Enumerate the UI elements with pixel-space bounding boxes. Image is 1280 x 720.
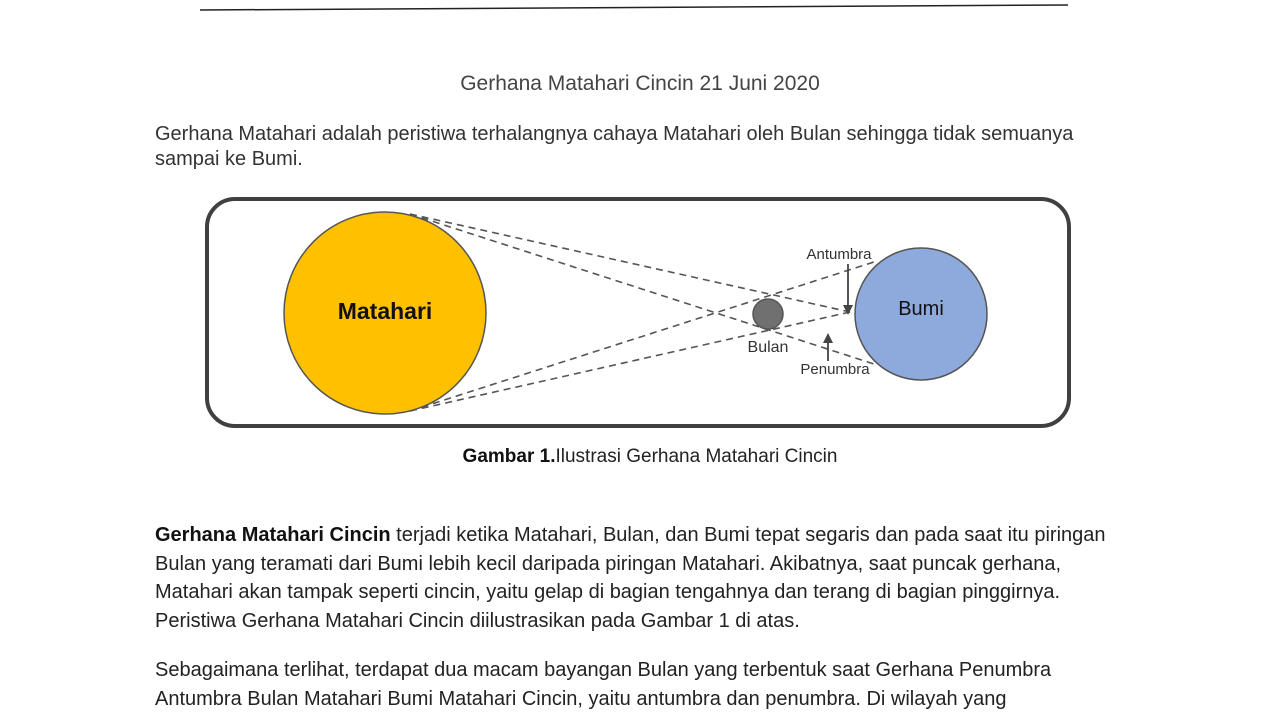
caption-text: Ilustrasi Gerhana Matahari Cincin [555, 446, 838, 467]
paragraph-1 [155, 521, 1130, 635]
figure-caption [0, 446, 1280, 468]
intro-paragraph: Gerhana Matahari adalah peristiwa terhalangnya cahaya Matahari oleh Bulan sehingga tidak semuanya sampai ke Bumi. [155, 123, 1074, 170]
antumbra-label: Antumbra [806, 246, 872, 263]
moon-label: Bulan [747, 339, 789, 356]
earth-label: Bumi [898, 298, 944, 320]
top-divider [200, 4, 1068, 12]
penumbra-label: Penumbra [800, 361, 870, 378]
paragraph-1-term: Gerhana Matahari Cincin [155, 524, 391, 546]
paragraph-2: Sebagaimana terlihat, terdapat dua macam bayangan Bulan yang terbentuk saat Gerhana Penumbra Antumbra Bulan Matahari Bumi Matahari Cincin, yaitu antumbra dan penumbra. Di wilayah yang [155, 659, 1052, 710]
moon-icon [753, 299, 783, 329]
eclipse-illustration [205, 197, 1073, 429]
paragraph-1-text: terjadi ketika Matahari, Bulan, dan Bumi tepat segaris dan pada saat itu piringan Bulan yang teramati dari Bumi lebih kecil daripada piringan Matahari. Akibatnya, saat puncak gerhana, Matahari akan tampak seperti cincin, yaitu gelap di bagian tengahnya dan terang di bagian pinggirnya. Peristiwa Gerhana Matahari Cincin diilustrasikan pada Gambar 1 di atas. [155, 524, 1106, 632]
page-title: Gerhana Matahari Cincin 21 Juni 2020 [460, 72, 820, 95]
caption-bold: Gambar 1. [462, 446, 556, 467]
sun-label: Matahari [337, 298, 433, 324]
